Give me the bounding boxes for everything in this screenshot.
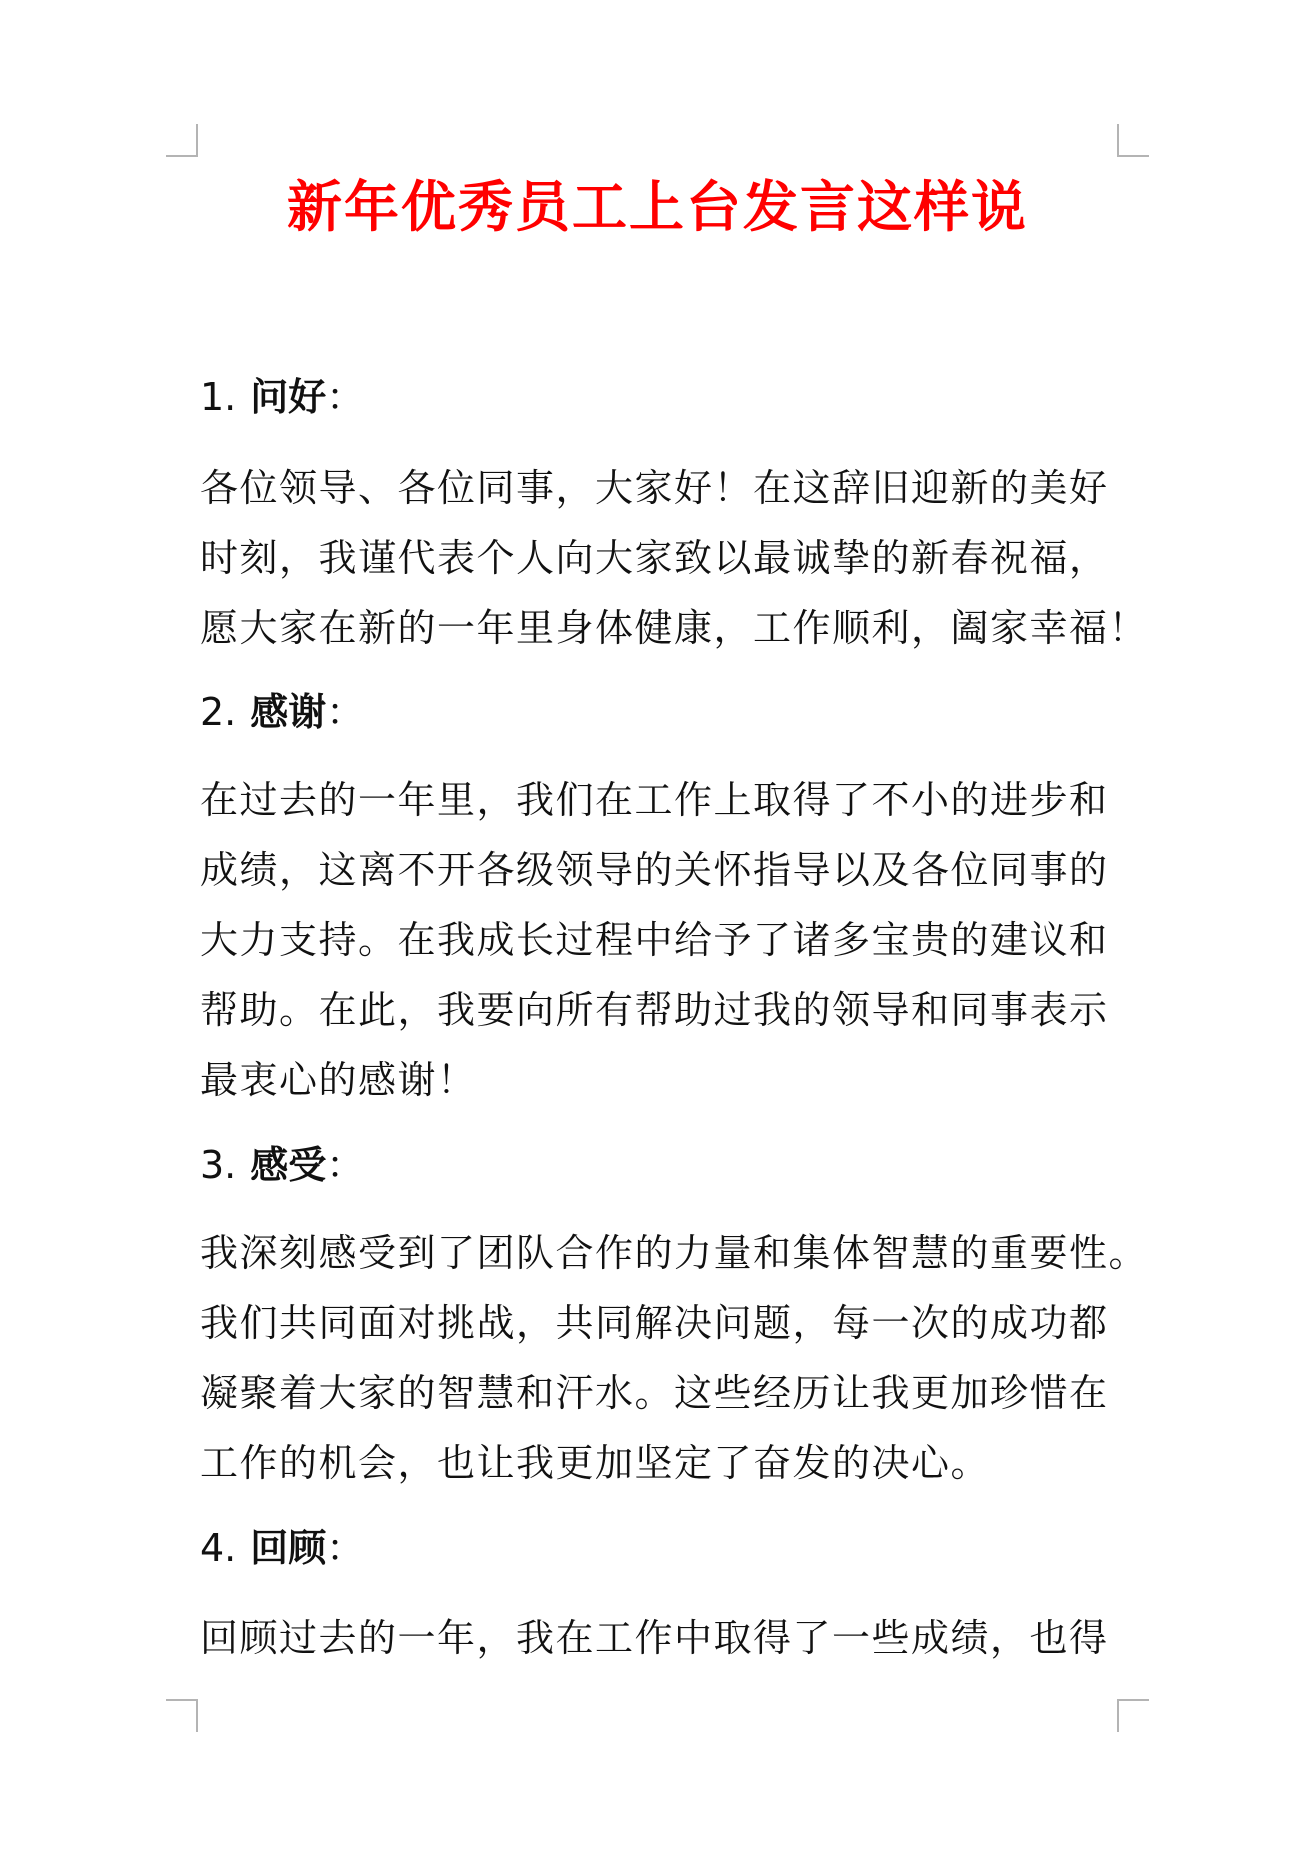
section-number: 4. bbox=[200, 1526, 237, 1570]
body-line: 时刻，我谨代表个人向大家致以最诚挚的新春祝福， bbox=[200, 536, 1109, 580]
section-colon: ： bbox=[326, 375, 365, 419]
body-line: 我们共同面对挑战，共同解决问题，每一次的成功都 bbox=[200, 1301, 1109, 1345]
section-colon: ： bbox=[326, 1526, 365, 1570]
section-number: 1. bbox=[200, 375, 237, 419]
body-line: 成绩，这离不开各级领导的关怀指导以及各位同事的 bbox=[200, 848, 1109, 892]
body-line: 在过去的一年里，我们在工作上取得了不小的进步和 bbox=[200, 778, 1109, 822]
section-heading-greeting bbox=[200, 374, 364, 420]
section-label: 问好 bbox=[250, 375, 327, 419]
page-corner-mark-bottom-left bbox=[166, 1699, 198, 1732]
section-label: 感谢 bbox=[250, 690, 327, 734]
section-heading-feelings bbox=[200, 1142, 364, 1188]
section-colon: ： bbox=[326, 1143, 365, 1187]
section-number: 2. bbox=[200, 690, 237, 734]
body-line: 愿大家在新的一年里身体健康，工作顺利，阖家幸福！ bbox=[200, 606, 1149, 650]
body-line: 大力支持。在我成长过程中给予了诸多宝贵的建议和 bbox=[200, 918, 1109, 962]
page-corner-mark-top-left bbox=[166, 124, 198, 157]
page-corner-mark-bottom-right bbox=[1117, 1699, 1149, 1732]
body-line: 各位领导、各位同事，大家好！在这辞旧迎新的美好 bbox=[200, 466, 1109, 510]
document-title: 新年优秀员工上台发言这样说 bbox=[286, 174, 1028, 239]
section-label: 回顾 bbox=[250, 1526, 327, 1570]
body-line: 回顾过去的一年，我在工作中取得了一些成绩，也得 bbox=[200, 1616, 1109, 1660]
section-number: 3. bbox=[200, 1143, 237, 1187]
body-line: 最衷心的感谢！ bbox=[200, 1058, 477, 1102]
body-line: 帮助。在此，我要向所有帮助过我的领导和同事表示 bbox=[200, 988, 1109, 1032]
body-line: 凝聚着大家的智慧和汗水。这些经历让我更加珍惜在 bbox=[200, 1371, 1109, 1415]
body-line: 工作的机会，也让我更加坚定了奋发的决心。 bbox=[200, 1441, 991, 1485]
section-heading-thanks bbox=[200, 689, 364, 735]
section-label: 感受 bbox=[250, 1143, 327, 1187]
section-colon: ： bbox=[326, 690, 365, 734]
page-corner-mark-top-right bbox=[1117, 124, 1149, 157]
section-heading-review bbox=[200, 1525, 364, 1571]
body-line: 我深刻感受到了团队合作的力量和集体智慧的重要性。 bbox=[200, 1231, 1149, 1275]
